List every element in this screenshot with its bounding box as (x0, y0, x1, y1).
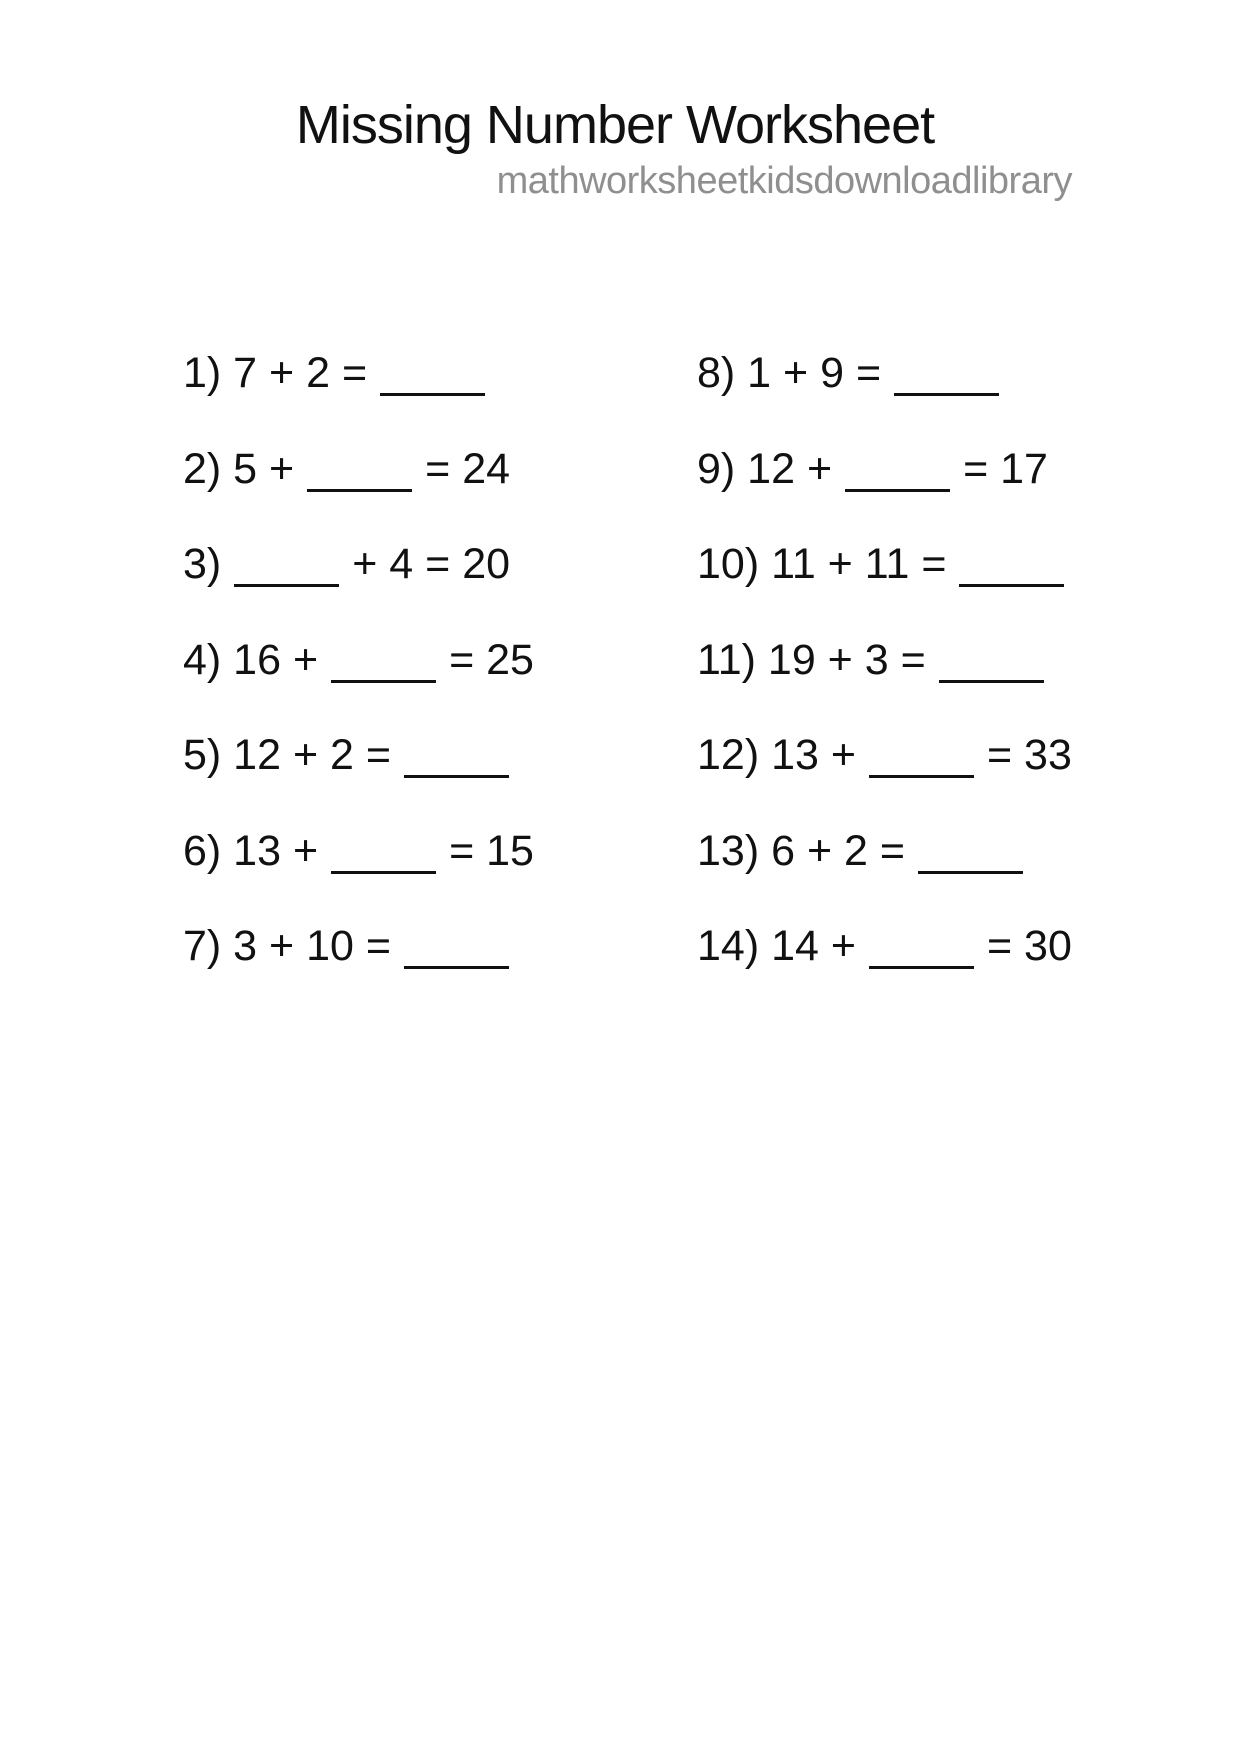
watermark-text: mathworksheetkidsdownloadlibrary (496, 160, 1072, 202)
problem-row-9 (697, 444, 1217, 540)
problem-text-before: 10) 11 + 11 = (697, 540, 947, 588)
problem-row-2 (183, 444, 703, 540)
problem-text-after: + 4 = 20 (352, 540, 511, 588)
problem-row-14 (697, 921, 1217, 1017)
problem-row-1 (183, 348, 703, 444)
answer-blank (845, 479, 950, 492)
problem-text-before: 13) 6 + 2 = (697, 826, 905, 875)
page-title: Missing Number Worksheet (295, 95, 935, 155)
problem-text-before: 6) 13 + (183, 826, 319, 875)
answer-blank (234, 574, 339, 587)
problem-text-before: 14) 14 + (697, 922, 856, 970)
answer-blank (404, 956, 509, 969)
problems-column-left (183, 348, 703, 1017)
problem-text-before: 1) 7 + 2 = (183, 349, 368, 397)
problem-text-before: 9) 12 + (697, 444, 833, 493)
answer-blank (894, 383, 999, 396)
problem-row-10 (697, 539, 1217, 635)
answer-blank (869, 765, 974, 778)
problem-text-before: 7) 3 + 10 = (183, 922, 391, 970)
answer-blank (404, 765, 509, 778)
problem-row-11 (697, 635, 1217, 731)
problem-text-before: 3) (183, 540, 222, 588)
answer-blank (939, 670, 1044, 683)
problem-text-after: = 30 (986, 922, 1072, 970)
problem-text-after: = 17 (963, 444, 1048, 493)
problem-text-before: 4) 16 + (183, 635, 319, 684)
problem-row-7 (183, 921, 703, 1017)
problem-text-before: 12) 13 + (697, 731, 856, 779)
answer-blank (331, 670, 436, 683)
problem-text-before: 11) 19 + 3 = (697, 635, 926, 684)
problem-row-12 (697, 730, 1217, 826)
answer-blank (307, 479, 412, 492)
problem-text-after: = 15 (449, 826, 534, 875)
problems-column-right (697, 348, 1217, 1017)
problem-row-6 (183, 826, 703, 922)
problem-text-before: 8) 1 + 9 = (697, 349, 882, 397)
answer-blank (959, 574, 1064, 587)
problem-row-4 (183, 635, 703, 731)
problem-row-5 (183, 730, 703, 826)
problem-text-after: = 24 (425, 444, 511, 493)
answer-blank (331, 861, 436, 874)
problem-text-before: 5) 12 + 2 = (183, 731, 391, 779)
answer-blank (380, 383, 485, 396)
answer-blank (869, 956, 974, 969)
problem-row-3 (183, 539, 703, 635)
problem-row-13 (697, 826, 1217, 922)
problem-text-before: 2) 5 + (183, 444, 295, 493)
problem-row-8 (697, 348, 1217, 444)
answer-blank (918, 861, 1023, 874)
problem-text-after: = 33 (986, 731, 1072, 779)
problem-text-after: = 25 (449, 635, 534, 684)
